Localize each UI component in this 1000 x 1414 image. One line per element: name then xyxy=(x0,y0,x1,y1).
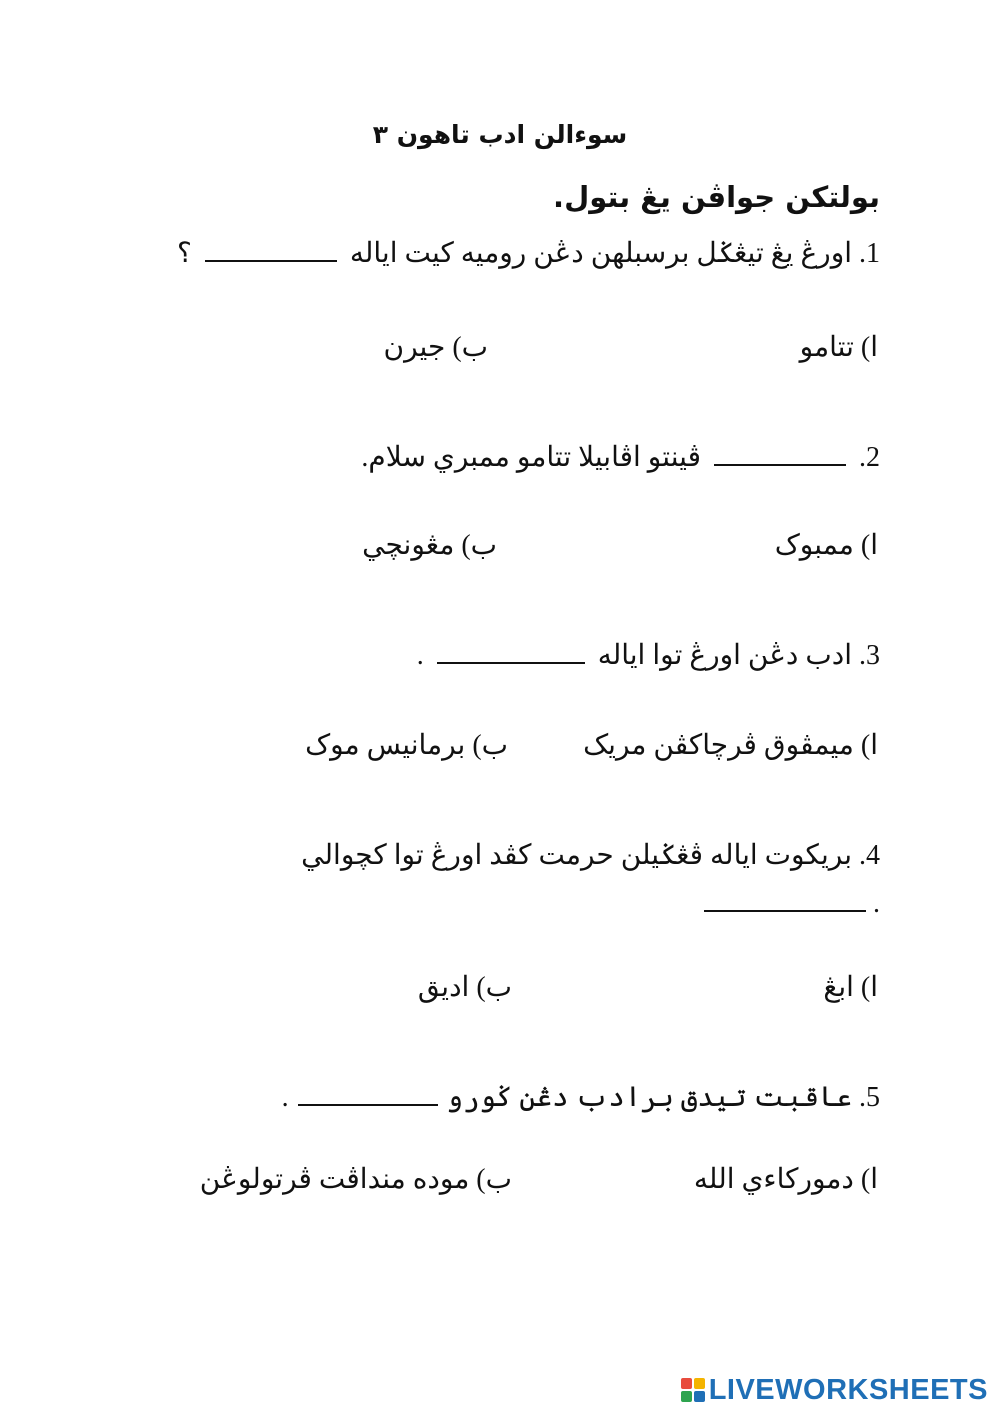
question-text: ادب دڠن اورڠ توا اياله xyxy=(597,640,852,671)
question-number: 2. xyxy=(859,442,880,473)
question-suffix: . xyxy=(416,640,424,671)
question-text: اورڠ يڠ تيڠݢل برسبلهن دڠن روميه كيت اياله xyxy=(349,238,852,269)
option-a[interactable]: ا) ابڠ xyxy=(823,972,878,1003)
answer-blank[interactable] xyxy=(437,640,585,664)
instruction-text: بولتكن جواڤن يڠ بتول. xyxy=(553,180,880,214)
question-3 xyxy=(417,638,880,672)
logo-text: LIVEWORKSHEETS xyxy=(708,1373,988,1406)
question-suffix: . xyxy=(281,1082,289,1113)
answer-blank[interactable] xyxy=(298,1082,438,1106)
question-4 xyxy=(301,838,880,872)
question-4-continuation xyxy=(700,888,880,920)
question-number: 5. xyxy=(859,1082,880,1113)
question-text: عاقبت تيدق برادب دڠن ݢورو xyxy=(446,1082,852,1113)
option-b[interactable]: ب) مڠونچي xyxy=(362,530,497,561)
question-text: ڤينتو اڤابيلا تتامو ممبري سلام. xyxy=(361,442,701,473)
liveworksheets-logo[interactable] xyxy=(681,1372,988,1408)
answer-blank[interactable] xyxy=(714,442,846,466)
option-a[interactable]: ا) دموركاءي الله xyxy=(693,1164,878,1195)
question-5 xyxy=(282,1080,880,1114)
worksheet-title: سوءالن ادب تاهون ٣ xyxy=(372,120,628,149)
liveworksheets-grid-icon xyxy=(681,1378,705,1402)
answer-blank[interactable] xyxy=(205,238,337,262)
option-b[interactable]: ب) جيرن xyxy=(383,332,488,363)
question-number: 3. xyxy=(859,640,880,671)
option-b[interactable]: ب) اديق xyxy=(417,972,512,1003)
question-2 xyxy=(361,440,880,474)
question-number: 1. xyxy=(859,238,880,269)
question-text: بريكوت اياله ڤڠݢيلن حرمت كڤد اورڠ توا كچوالي xyxy=(301,840,852,871)
question-1 xyxy=(177,236,880,270)
option-a[interactable]: ا) ميمڤوق ڤرچاكڤن مريک xyxy=(583,730,878,761)
option-a[interactable]: ا) ممبوک xyxy=(774,530,878,561)
answer-blank[interactable] xyxy=(704,888,866,912)
option-b[interactable]: ب) برمانيس موک xyxy=(305,730,508,761)
option-a[interactable]: ا) تتامو xyxy=(799,332,878,363)
question-number: 4. xyxy=(859,840,880,871)
question-suffix: . xyxy=(873,888,880,919)
option-b[interactable]: ب) موده منداڤت ڤرتولوڠن xyxy=(199,1164,512,1195)
question-suffix: ؟ xyxy=(176,238,192,269)
